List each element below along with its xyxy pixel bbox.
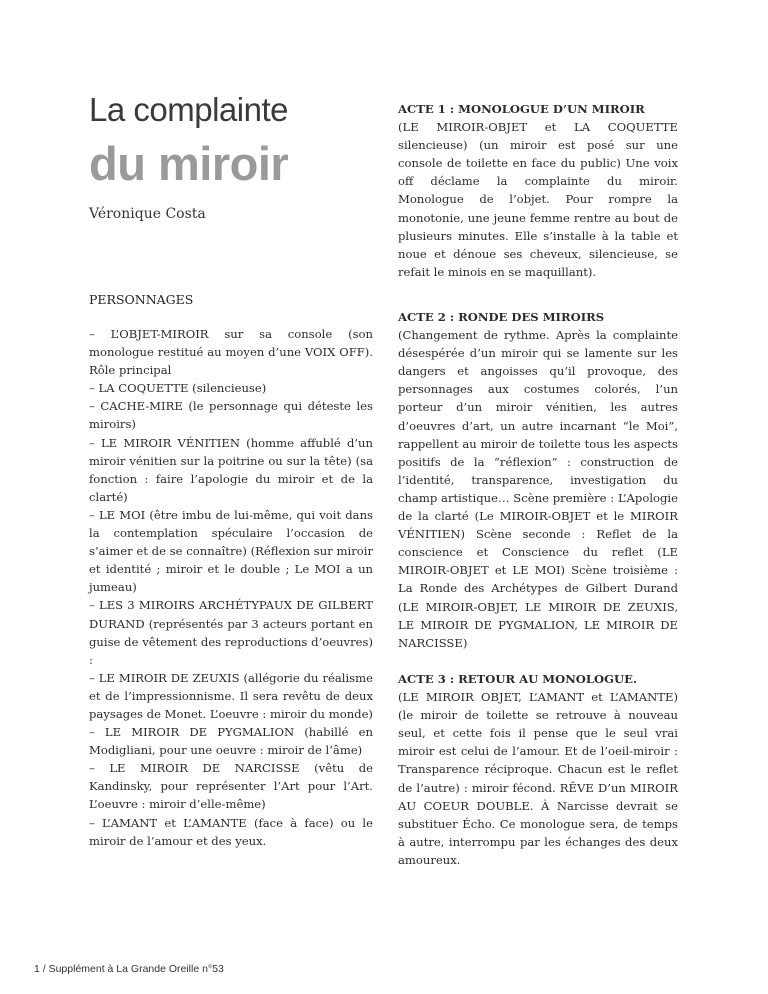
personnage-item: – L’OBJET-MIROIR sur sa console (son monologue restitué au moyen d’une VOIX OFF). Rôle principal xyxy=(89,327,373,378)
personnage-item: – LE MIROIR VÉNITIEN (homme affublé d’un miroir vénitien sur la poitrine ou sur la tête) (sa fonction : faire l’apologie du miroir et de la clarté) xyxy=(89,435,373,504)
personnage-item: – LE MIROIR DE ZEUXIS (allégorie du réalisme et de l’impressionnisme. Il sera revêtu de deux paysages de Monet. L’oeuvre : miroir du monde) xyxy=(89,670,373,721)
personnage-item: – L’AMANT et L’AMANTE (face à face) ou le miroir de l’amour et des yeux. xyxy=(89,815,373,848)
act-body: (Changement de rythme. Après la complainte désespérée d’un miroir qui se lamente sur les dangers et angoisses qu’il provoque, des personnages aux costumes colorés, l’un porteur d’un miroir vénitien, les autres d’oeuvres d’art, un autre incarnant “le Moi”, rappellent au miroir de toilette tous les aspects positifs de la “réflexion” : construction de l’identité, transparence, investigation du champ artistique… Scène première : L’Apologie de la clarté (Le MIROIR-OBJET et le MIROIR VÉNITIEN) Scène seconde : Reflet de la conscience et Conscience du reflet (LE MIROIR-OBJET et LE MOI) Scène troisième : La Ronde des Archétypes de Gilbert Durand (LE MIROIR-OBJET, LE MIROIR DE ZEUXIS, LE MIROIR DE PYGMALION, LE MIROIR DE NARCISSE) xyxy=(398,328,678,650)
personnage-item: – LA COQUETTE (silencieuse) xyxy=(89,381,267,396)
title-line-1: La complainte xyxy=(89,91,288,128)
act-heading: ACTE 1 : MONOLOGUE D’UN MIROIR xyxy=(398,102,645,116)
personnages-heading: PERSONNAGES xyxy=(89,292,194,307)
act-1 xyxy=(398,100,678,281)
act-heading: ACTE 3 : RETOUR AU MONOLOGUE. xyxy=(398,672,638,686)
act-3 xyxy=(398,670,678,869)
page-footer: 1 / Supplément à La Grande Oreille n°53 xyxy=(34,963,224,975)
act-2 xyxy=(398,308,678,652)
act-body: (LE MIROIR OBJET, L’AMANT et L’AMANTE) (le miroir de toilette se retrouve à nouveau seul, et cette fois il pense que le seul vrai miroir est celui de l’amour. Et de l’oeil-miroir : Transparence réciproque. Chacun est le reflet de l’autre) : miroir fécond. RÊVE D’un MIROIR AU COEUR DOUBLE. À Narcisse devrait se substituer Écho. Ce monologue sera, de temps à autre, interrompu par les échanges des deux amoureux. xyxy=(398,690,678,867)
act-body: (LE MIROIR-OBJET et LA COQUETTE silencieuse) (un miroir est posé sur une console de toilette en face du public) Une voix off déclame la complainte du miroir. Monologue de l’objet. Pour rompre la monotonie, une jeune femme rentre au bout de plusieurs minutes. Elle s’installe à la table et noue et dénoue ses cheveux, silencieuse, se refait le minois en se maquillant). xyxy=(398,120,678,279)
personnage-item: – CACHE-MIRE (le personnage qui déteste les miroirs) xyxy=(89,399,373,432)
personnage-item: – LE MOI (être imbu de lui-même, qui voit dans la contemplation spéculaire l’occasion de s’aimer et de se connaître) (Réflexion sur miroir et identité ; miroir et le double ; Le MOI a un jumeau) xyxy=(89,507,373,595)
act-heading: ACTE 2 : RONDE DES MIROIRS xyxy=(398,310,605,324)
personnage-item: – LE MIROIR DE PYGMALION (habillé en Modigliani, pour une oeuvre : miroir de l’âme) xyxy=(89,725,373,758)
personnage-item: – LE MIROIR DE NARCISSE (vêtu de Kandinsky, pour représenter l’Art pour l’Art. L’oeuvre : miroir d’elle-même) xyxy=(89,761,373,812)
personnage-item: – LES 3 MIROIRS ARCHÉTYPAUX DE GILBERT DURAND (représentés par 3 acteurs portant en guise de vêtement des reproductions d’oeuvres) : xyxy=(89,598,373,667)
author: Véronique Costa xyxy=(89,206,206,222)
title-line-2: du miroir xyxy=(89,137,289,190)
personnages-list xyxy=(89,325,373,850)
